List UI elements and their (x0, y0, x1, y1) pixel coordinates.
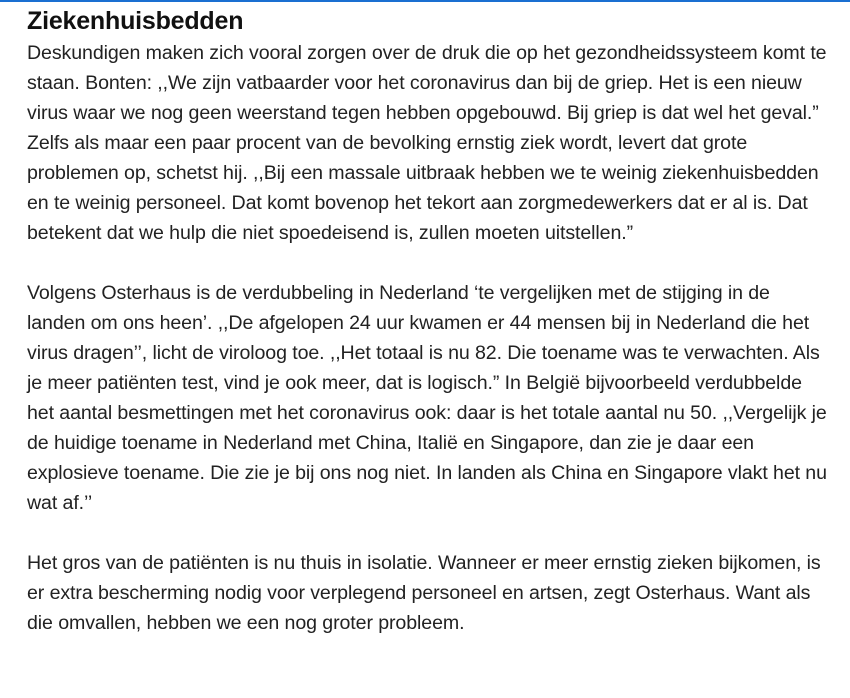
paragraph-3: Het gros van de patiënten is nu thuis in isolatie. Wanneer er meer ernstig zieken bijkomen, is er extra bescherming nodig voor verplegend personeel en artsen, zegt Osterhaus. Want als die omvallen, hebben we een nog groter probleem. (27, 552, 821, 634)
paragraph-1: Deskundigen maken zich vooral zorgen over de druk die op het gezondheidssysteem komt te staan. Bonten: ,,We zijn vatbaarder voor het coronavirus dan bij de griep. Het is een nieuw virus waar we nog geen weerstand tegen hebben opgebouwd. Bij griep is dat wel het geval.” Zelfs als maar een paar procent van de bevolking ernstig ziek wordt, levert dat grote problemen op, schetst hij. ,,Bij een massale uitbraak hebben we te weinig ziekenhuisbedden en te weinig personeel. Dat komt bovenop het tekort aan zorgmedewerkers dat er al is. Dat betekent dat we hulp die niet spoedeisend is, zullen moeten uitstellen.” (27, 42, 827, 244)
top-divider (0, 0, 850, 2)
article-body (27, 4, 827, 638)
paragraph-2: Volgens Osterhaus is de verdubbeling in Nederland ‘te vergelijken met de stijging in de landen om ons heen’. ,,De afgelopen 24 uur kwamen er 44 mensen bij in Nederland die het virus dragen’’, licht de viroloog toe. ,,Het totaal is nu 82. Die toename was te verwachten. Als je meer patiënten test, vind je ook meer, dat is logisch.” In België bijvoorbeeld verdubbelde het aantal besmettingen met het coronavirus ook: daar is het totale aantal nu 50. ,,Vergelijk je de huidige toename in Nederland met China, Italië en Singapore, dan zie je daar een explosieve toename. Die zie je bij ons nog niet. In landen als China en Singapore vlakt het nu wat af.’’ (27, 282, 827, 514)
section-heading: Ziekenhuisbedden (27, 7, 244, 35)
